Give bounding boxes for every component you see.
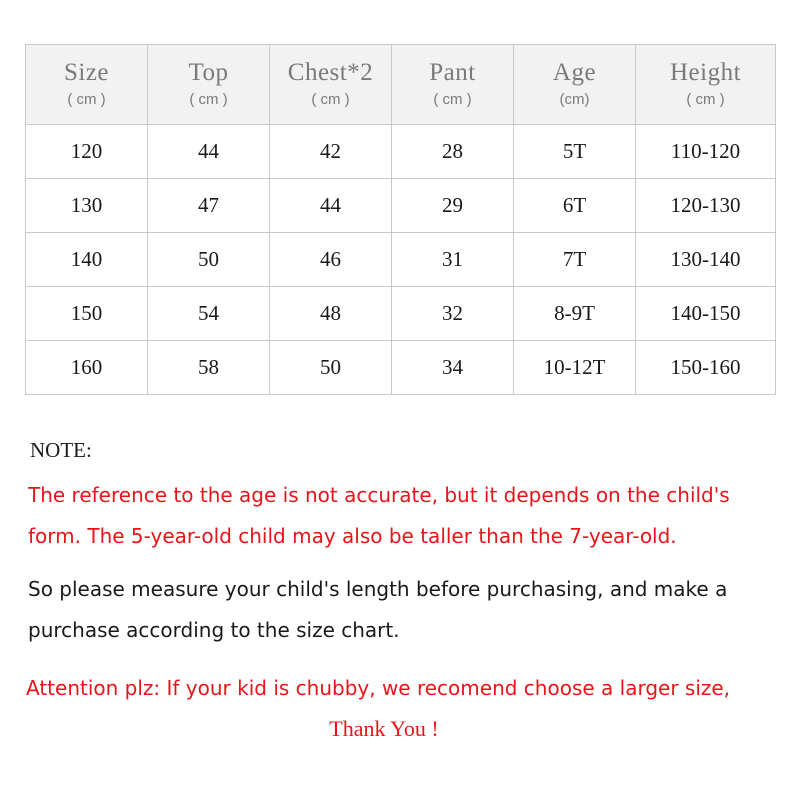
size-chart-table [25,44,776,395]
table-row [26,341,776,395]
note-title: NOTE: [30,438,92,462]
cell-chest: 46 [270,233,392,287]
cell-age: 6T [514,179,636,233]
cell-height: 120-130 [636,179,776,233]
cell-age: 5T [514,125,636,179]
cell-size: 130 [26,179,148,233]
cell-chest: 48 [270,287,392,341]
cell-chest: 44 [270,179,392,233]
cell-pant: 34 [392,341,514,395]
cell-age: 10-12T [514,341,636,395]
cell-size: 160 [26,341,148,395]
header-top: Top ( cm ) [148,45,270,125]
measure-instruction-text: So please measure your child's length before purchasing, and make a purchase according to the size chart. [28,577,728,642]
table-row [26,233,776,287]
cell-pant: 32 [392,287,514,341]
cell-pant: 29 [392,179,514,233]
cell-age: 8-9T [514,287,636,341]
cell-size: 120 [26,125,148,179]
cell-height: 130-140 [636,233,776,287]
cell-top: 58 [148,341,270,395]
table-header-row [26,45,776,125]
header-chest: Chest*2 ( cm ) [270,45,392,125]
chubby-attention-text: Attention plz: If your kid is chubby, we recomend choose a larger size, [26,676,731,700]
cell-top: 54 [148,287,270,341]
header-height: Height ( cm ) [636,45,776,125]
cell-top: 50 [148,233,270,287]
table-row [26,287,776,341]
cell-height: 110-120 [636,125,776,179]
cell-top: 47 [148,179,270,233]
table-row [26,179,776,233]
cell-height: 150-160 [636,341,776,395]
cell-pant: 28 [392,125,514,179]
age-disclaimer-text: The reference to the age is not accurate, but it depends on the child's form. The 5-year-old child may also be taller than the 7-year-old. [28,483,730,548]
cell-chest: 42 [270,125,392,179]
cell-top: 44 [148,125,270,179]
cell-size: 150 [26,287,148,341]
table-row [26,125,776,179]
header-pant: Pant ( cm ) [392,45,514,125]
cell-age: 7T [514,233,636,287]
cell-size: 140 [26,233,148,287]
cell-pant: 31 [392,233,514,287]
thank-you-text: Thank You ! [329,716,439,741]
cell-chest: 50 [270,341,392,395]
header-age: Age (cm) [514,45,636,125]
header-size: Size ( cm ) [26,45,148,125]
cell-height: 140-150 [636,287,776,341]
